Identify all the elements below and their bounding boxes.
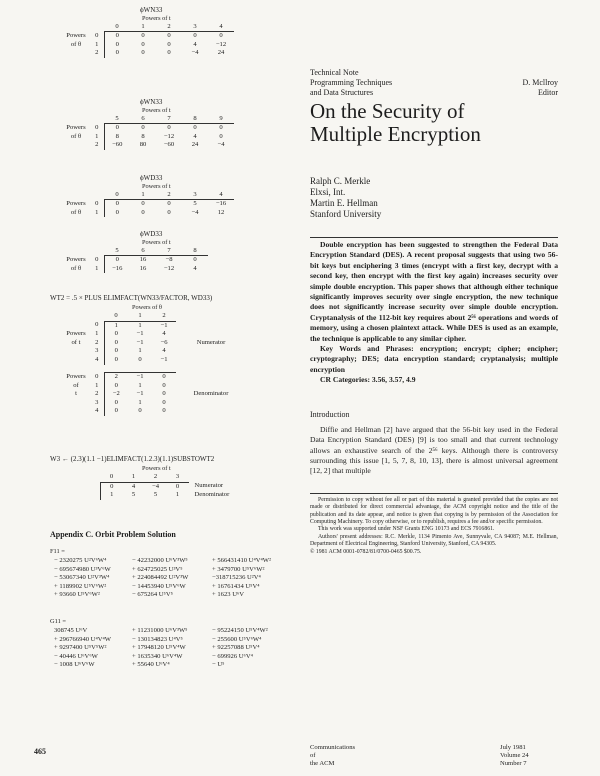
cell: −1 (152, 321, 176, 330)
row-label: of θ (70, 40, 82, 48)
numerator-label: Numerator (194, 482, 224, 490)
cell: 0 (104, 32, 130, 41)
cell: 0 (167, 482, 189, 491)
cell: −60 (104, 141, 130, 150)
cell: 0 (104, 382, 128, 391)
matrix-title: ϕWD33 (140, 230, 163, 238)
col-header: 0 (114, 312, 118, 319)
cell: −4 (191, 49, 199, 57)
author-block (310, 176, 558, 220)
issue-info (500, 744, 529, 768)
term: − 675264 U⁵V⁵ (132, 591, 173, 599)
col-header: 8 (193, 246, 197, 254)
cell: 0 (101, 482, 123, 491)
appendix-heading: Appendix C. Orbit Problem Solution (50, 530, 176, 539)
cell: 0 (141, 208, 145, 216)
acm-copyright: © 1981 ACM 0001-0782/81/0700-0465 $00.75. (310, 548, 422, 555)
section-heading-introduction: Introduction (310, 409, 350, 419)
cell: 0 (182, 32, 208, 41)
matrix-title: ϕWN33 (140, 98, 163, 106)
row-index: 1 (95, 208, 99, 216)
cell: −60 (163, 141, 175, 149)
row-index: 4 (95, 355, 99, 363)
row-label: of t (71, 338, 81, 346)
term: + 224084492 U²V³W (132, 574, 189, 582)
row-label: of θ (70, 132, 82, 140)
cell: 1 (175, 491, 180, 499)
powers-label: Powers of t (142, 238, 171, 246)
term: + 92257088 U⁵V⁴ (212, 644, 260, 652)
cell: −1 (128, 373, 152, 382)
row-index: 3 (95, 398, 99, 406)
powers-label: Powers of t (142, 465, 171, 472)
matrix-title: ϕWN33 (140, 6, 163, 14)
matrix-table (62, 191, 234, 218)
term: 308745 U⁶V (54, 627, 88, 634)
journal-name (310, 744, 355, 768)
f11-table (54, 557, 271, 600)
affiliation: Elxsi, Int. (310, 187, 346, 197)
row-label: t (75, 390, 77, 398)
cell: −4 (145, 482, 167, 491)
section-header (310, 78, 558, 88)
cell: 0 (182, 256, 208, 265)
cell: −12 (163, 132, 175, 140)
cell: 0 (104, 347, 128, 356)
col-header: 8 (193, 114, 197, 122)
cell: 16 (130, 256, 156, 265)
term: + 16761434 U⁵V⁴ (212, 582, 260, 590)
col-header: 4 (219, 190, 223, 198)
powers-label: Powers of t (142, 14, 171, 22)
col-header: 0 (115, 22, 119, 30)
cell: 0 (141, 49, 145, 57)
col-header: 2 (162, 312, 166, 319)
author: Ralph C. Merkle (310, 176, 371, 186)
f11-equation (54, 557, 289, 600)
author: Martin E. Hellman (310, 198, 378, 208)
cell: −6 (160, 338, 168, 346)
col-header: 1 (141, 22, 145, 30)
denominator-label: Denominator (193, 390, 229, 398)
cell: −1 (136, 390, 144, 398)
g11-label: G11 = (50, 618, 66, 625)
cell: 0 (104, 49, 130, 58)
w3-matrix (100, 465, 300, 500)
cell: 1 (138, 347, 142, 355)
row-index: 1 (95, 132, 99, 140)
numerator-label: Numerator (196, 338, 226, 346)
row-label: of (73, 381, 79, 389)
col-header: 3 (193, 190, 197, 198)
term: + 1635340 U⁶V⁴W (132, 652, 183, 660)
cell: 0 (104, 41, 130, 50)
cell: 0 (167, 208, 171, 216)
row-index: 1 (95, 381, 99, 389)
cell: −1 (136, 338, 144, 346)
term: − 40446 U⁶V⁶W (54, 652, 98, 660)
cell: −1 (160, 355, 168, 363)
term: − 699926 U⁶V⁴ (212, 652, 253, 660)
term: −318715236 U²V⁴ (212, 574, 261, 582)
powers-label: Powers of θ (132, 304, 162, 311)
wt2-matrix (62, 304, 282, 416)
f11-label: F11 = (50, 548, 65, 555)
cell: 0 (162, 381, 166, 389)
powers-label: Powers of t (142, 106, 171, 114)
term: − 2320275 U²V⁶W⁴ (54, 557, 107, 564)
issue-line: Number 7 (500, 760, 527, 767)
cell: −12 (163, 264, 175, 272)
cell: −2 (104, 390, 128, 399)
term: − 95224150 U⁵V⁴W² (212, 627, 268, 634)
row-label: of θ (70, 264, 82, 272)
term: − 53067340 U²V³W⁴ (54, 574, 110, 582)
editor-name: D. Mcllroy (522, 78, 558, 87)
row-label: Powers (66, 31, 86, 39)
matrix-table (62, 247, 208, 274)
row-index: 0 (95, 372, 99, 380)
cell: 0 (104, 356, 128, 365)
author-addresses: Authors' present addresses: R.C. Merkle, 1134 Pimento Ave, Sunnyvale, CA 94087; M.E. Hellman, Department of Electrical Engineering, Stanford University, Stanford, CA 94305. (310, 533, 558, 548)
matrix-table (62, 115, 234, 150)
matrix-wn33-b (62, 98, 272, 150)
cell: 0 (208, 124, 234, 133)
col-header: 2 (167, 22, 171, 30)
row-index: 0 (95, 255, 99, 263)
cell: 0 (208, 32, 234, 41)
g11-equation (54, 627, 289, 670)
term: + 55640 U⁶V⁴ (132, 661, 170, 669)
cell: 0 (104, 209, 130, 218)
cell: 0 (167, 49, 171, 57)
cell: 5 (131, 491, 136, 499)
journal-line: Communications (310, 744, 356, 751)
matrix-wn33-a (62, 6, 272, 58)
denominator-label: Denominator (194, 491, 230, 499)
term: − U⁵ (212, 661, 225, 669)
cell: 4 (193, 132, 197, 140)
col-header: 1 (138, 312, 142, 319)
cell: 4 (193, 40, 197, 48)
row-label: Powers (66, 330, 86, 338)
section-name: Programming Techniques (310, 78, 393, 87)
term: − 14453940 U⁵V⁶W (132, 582, 186, 590)
cell: 0 (162, 390, 166, 398)
cr-categories: CR Categories: 3.56, 3.57, 4.9 (320, 375, 416, 385)
col-header: 6 (141, 246, 145, 254)
cell: 0 (130, 32, 156, 41)
cell: 0 (104, 124, 130, 133)
cell: 0 (156, 32, 182, 41)
cell: −4 (191, 208, 199, 216)
cell: −12 (215, 40, 227, 48)
term: + 624725025 U³V⁵ (132, 565, 183, 573)
cell: 1 (101, 491, 123, 500)
abstract-text: Double encryption has been suggested to strengthen the Federal Data Encryption Standard (DES). A recent proposal suggests that using two 56-bit keys but enciphering 3 times (encrypt with a first key, decrypt with a second key, then encrypt with the first key again) increases security over simple double encryption. This paper shows that although either technique significantly improves security over single encryption, the new technique does not significantly increase security over simple double encryption. Cryptanalysis of the 112-bit key requires about 2⁵⁶ operations and words of memory, using a chosen plaintext attack. While DES is used as an example, the technique is applicable to any similar cipher. (310, 240, 558, 343)
row-index: 0 (95, 199, 99, 207)
col-header: 7 (167, 246, 171, 254)
col-header: 7 (167, 114, 171, 122)
row-index: 1 (95, 264, 99, 272)
cell: 0 (130, 124, 156, 133)
cell: 0 (104, 407, 128, 416)
keywords: Key Words and Phrases: encryption; encrypt; cipher; encipher; cryptography; DES; data encryption standard; cryptanalysis; multiple encryption (310, 344, 558, 374)
cell: 0 (104, 200, 130, 209)
cell: 1 (138, 398, 142, 406)
journal-line: of (310, 752, 316, 759)
row-label: Powers (66, 199, 86, 207)
g11-table (54, 627, 268, 670)
term: − 42232000 U⁶V³W⁵ (132, 557, 188, 564)
cell: 0 (152, 373, 176, 382)
cell: 80 (139, 141, 147, 149)
w3-table (100, 473, 256, 500)
introduction-text: Diffie and Hellman [2] have argued that the 56-bit key used in the Federal Data Encryption Standard (DES) [9] is too small and that current technology allows an exhaustive search of the 2⁵⁶ keys. Although there is controversy surrounding this issue [1, 5, 7, 8, 10, 13], there is almost universal agreement [12, 2] that multiple (310, 424, 558, 476)
copyright-permission: Permission to copy without fee all or part of this material is granted provided that the copies are not made or distributed for direct commercial advantage, the ACM copyright notice and the title of the publication and its date appear, and notice is given that copying is by permission of the Association for Computing Machinery. To copy otherwise, or to republish, requires a fee and/or specific permission. (310, 496, 558, 525)
journal-line: the ACM (310, 760, 335, 767)
row-index: 0 (95, 31, 99, 39)
row-index: 1 (95, 330, 99, 338)
section-name-2: and Data Structures (310, 88, 374, 97)
powers-label: Powers of t (142, 182, 171, 190)
cell: 4 (193, 264, 197, 272)
abstract (310, 237, 558, 386)
w3-title: W3 ← (2.3)(1.1 −1)ELIMFACT(1.2.3)(1.1)SUBSTOWT2 (50, 455, 215, 463)
row-index: 1 (95, 40, 99, 48)
cell: 1 (128, 321, 152, 330)
matrix-title: ϕWD33 (140, 174, 163, 182)
row-index: 0 (95, 321, 99, 329)
term: + 1623 U⁶V (212, 591, 245, 599)
col-header: 9 (219, 114, 223, 122)
row-label: Powers (66, 372, 86, 380)
row-index: 4 (95, 407, 99, 415)
matrix-wd33-b (62, 230, 272, 273)
col-header: 1 (141, 190, 145, 198)
term: + 296766940 U⁴V⁴W (54, 635, 112, 643)
cell: 4 (162, 330, 166, 338)
affiliation: Stanford University (310, 209, 382, 219)
title-line: Multiple Encryption (310, 122, 481, 146)
wt2-title: WT2 = .5 × PLUS ELIMFACT(WN33/FACTOR, WD33) (50, 294, 213, 302)
term: + 93660 U⁵V⁶W² (54, 591, 100, 599)
term: − 695674980 U³V⁶W (54, 565, 111, 573)
term: + 3479700 U⁵V⁶W² (212, 565, 265, 573)
page-title (310, 100, 558, 146)
issue-line: July 1981 (500, 744, 526, 751)
cell: 0 (162, 407, 166, 415)
cell: 0 (156, 124, 182, 133)
cell: 0 (156, 200, 182, 209)
cell: 0 (167, 40, 171, 48)
cell: 12 (217, 208, 225, 216)
cell: 0 (104, 399, 128, 408)
col-header: 3 (175, 473, 180, 480)
cell: −4 (217, 141, 225, 149)
col-header: 4 (219, 22, 223, 30)
term: − 1008 U⁶V⁶W (54, 661, 95, 669)
row-index: 2 (95, 390, 99, 398)
col-header: 1 (131, 473, 136, 480)
col-header: 5 (115, 246, 119, 254)
cell: 8 (141, 132, 145, 140)
col-header: 2 (153, 473, 158, 480)
col-header: 5 (115, 114, 119, 122)
col-header: 3 (193, 22, 197, 30)
cell: 0 (104, 339, 128, 348)
cell: 0 (104, 330, 128, 339)
cell: 0 (162, 398, 166, 406)
title-line: On the Security of (310, 99, 465, 123)
row-label: of θ (70, 208, 82, 216)
col-header: 0 (115, 190, 119, 198)
cell: 4 (123, 482, 145, 491)
term: − 255600 U⁵V⁶W⁴ (212, 635, 262, 643)
funding-note: This work was supported under NSF Grants ENG 10173 and ECS 7916861. (318, 526, 495, 533)
technical-note-label: Technical Note (310, 68, 359, 77)
editor-label: Editor (538, 88, 558, 97)
col-header: 0 (109, 473, 114, 480)
row-index: 2 (95, 141, 99, 149)
right-column (310, 68, 558, 556)
cell: −8 (156, 256, 182, 265)
cell: 5 (153, 491, 158, 499)
term: + 9297400 U⁵V⁵W² (54, 644, 107, 652)
cell: 8 (104, 133, 130, 142)
col-header: 6 (141, 114, 145, 122)
cell: 0 (182, 124, 208, 133)
cell: 4 (162, 347, 166, 355)
cell: 2 (104, 373, 128, 382)
cell: 24 (217, 49, 225, 57)
footnotes (310, 493, 558, 556)
term: + 11231000 U⁶V³W⁵ (132, 627, 188, 634)
matrix-wd33-a (62, 174, 272, 217)
col-header: 2 (167, 190, 171, 198)
cell: 0 (104, 256, 130, 265)
matrix-table (62, 23, 234, 58)
cell: 5 (182, 200, 208, 209)
wt2-table (62, 312, 246, 416)
cell: 24 (191, 141, 199, 149)
row-index: 2 (95, 49, 99, 57)
cell: −16 (208, 200, 234, 209)
row-index: 2 (95, 338, 99, 346)
issue-line: Volume 24 (500, 752, 529, 759)
cell: −16 (104, 265, 130, 274)
page-number: 465 (34, 747, 46, 756)
row-label: Powers (66, 255, 86, 263)
row-index: 3 (95, 347, 99, 355)
cell: 0 (138, 355, 142, 363)
term: + 1189902 U⁵V⁶W² (54, 582, 107, 590)
cell: 0 (219, 132, 223, 140)
section-header-2 (310, 88, 558, 98)
row-index: 0 (95, 123, 99, 131)
cell: −1 (136, 330, 144, 338)
cell: 1 (138, 381, 142, 389)
cell: 1 (104, 321, 128, 330)
cell: 0 (141, 40, 145, 48)
row-label: Powers (66, 123, 86, 131)
cell: 16 (139, 264, 147, 272)
cell: 0 (130, 200, 156, 209)
term: + 17948120 U⁵V⁴W (132, 644, 186, 652)
term: + 566431410 U⁴V⁴W² (212, 557, 272, 564)
term: − 130134823 U⁴V⁵ (132, 635, 183, 643)
cell: 0 (138, 407, 142, 415)
